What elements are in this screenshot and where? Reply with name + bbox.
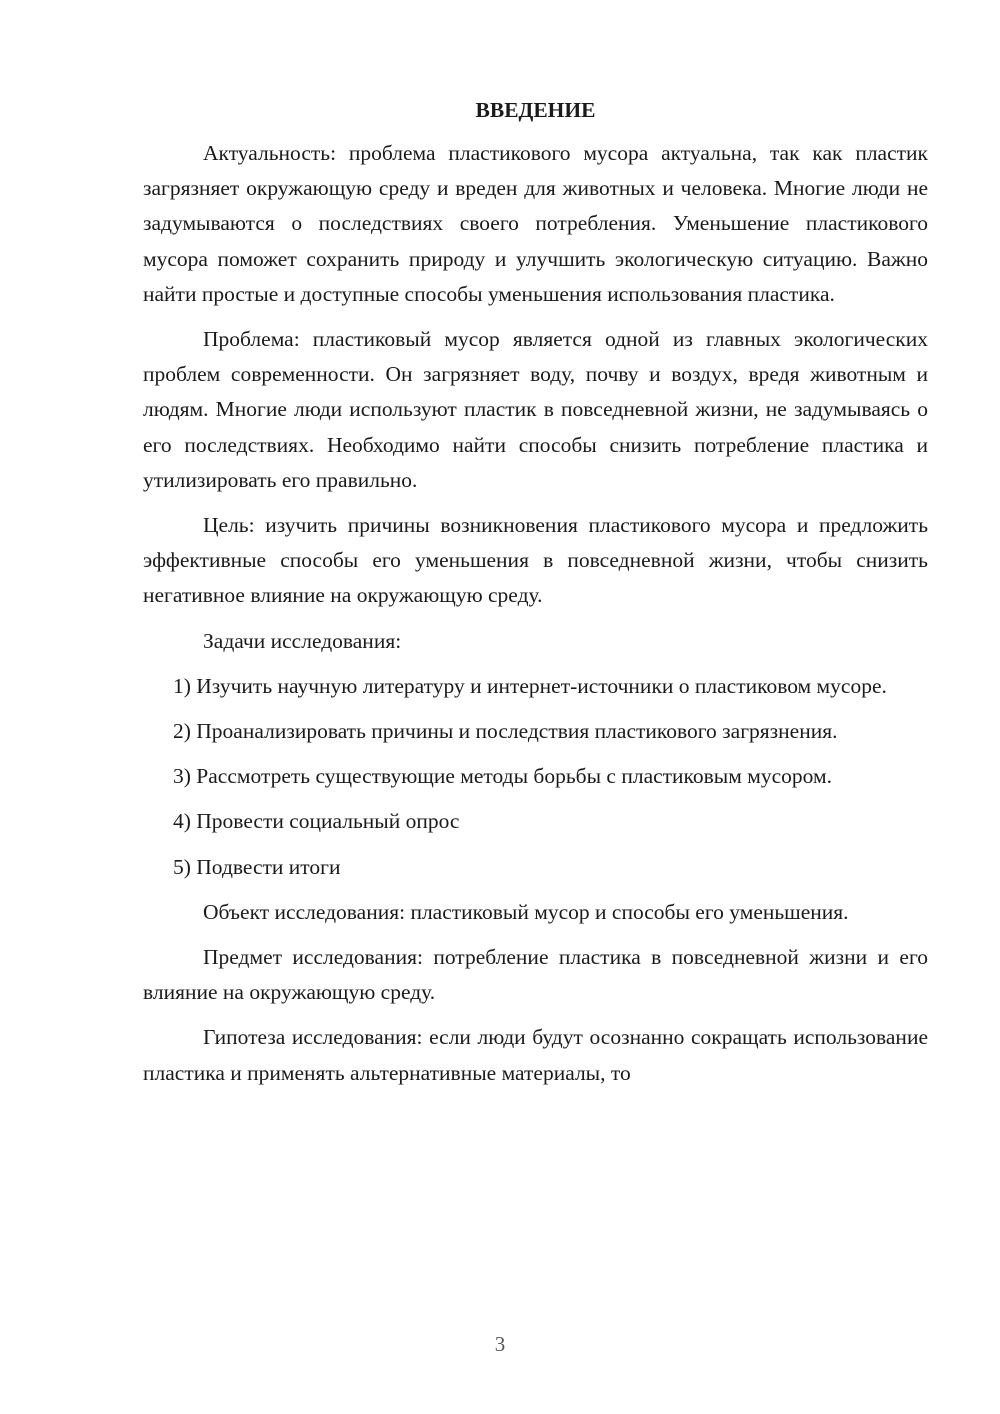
task-item-2: 2) Проанализировать причины и последствия пластикового загрязнения.	[173, 719, 838, 744]
paragraph-problem: Проблема: пластиковый мусор является одной из главных экологических проблем современности. Он загрязняет воду, почву и воздух, вредя животным и людям. Многие люди используют пластик в повседневной жизни, не задумываясь о его последствиях. Необходимо найти способы снизить потребление пластика и утилизировать его правильно.	[143, 327, 928, 492]
paragraph-relevance: Актуальность: проблема пластикового мусора актуальна, так как пластик загрязняет окружающую среду и вреден для животных и человека. Многие люди не задумываются о последствиях своего потребления. Уменьшение пластикового мусора поможет сохранить природу и улучшить экологическую ситуацию. Важно найти простые и доступные способы уменьшения использования пластика.	[143, 141, 928, 306]
page-number: 3	[494, 1332, 506, 1356]
tasks-heading: Задачи исследования:	[203, 628, 402, 653]
paragraph-subject: Предмет исследования: потребление пластика в повседневной жизни и его влияние на окружающую среду.	[143, 945, 928, 1005]
section-title: ВВЕДЕНИЕ	[475, 98, 596, 122]
paragraph-goal: Цель: изучить причины возникновения пластикового мусора и предложить эффективные способы его уменьшения в повседневной жизни, чтобы снизить негативное влияние на окружающую среду.	[143, 513, 928, 608]
paragraph-hypothesis: Гипотеза исследования: если люди будут осознанно сокращать использование пластика и применять альтернативные материалы, то	[143, 1025, 928, 1085]
task-item-4: 4) Провести социальный опрос	[173, 809, 460, 834]
page-body	[143, 92, 928, 1101]
task-item-3: 3) Рассмотреть существующие методы борьбы с пластиковым мусором.	[173, 764, 832, 789]
task-item-1: 1) Изучить научную литературу и интернет-источники о пластиковом мусоре.	[173, 673, 887, 698]
task-item-5: 5) Подвести итоги	[173, 854, 341, 879]
paragraph-object: Объект исследования: пластиковый мусор и способы его уменьшения.	[203, 899, 849, 924]
